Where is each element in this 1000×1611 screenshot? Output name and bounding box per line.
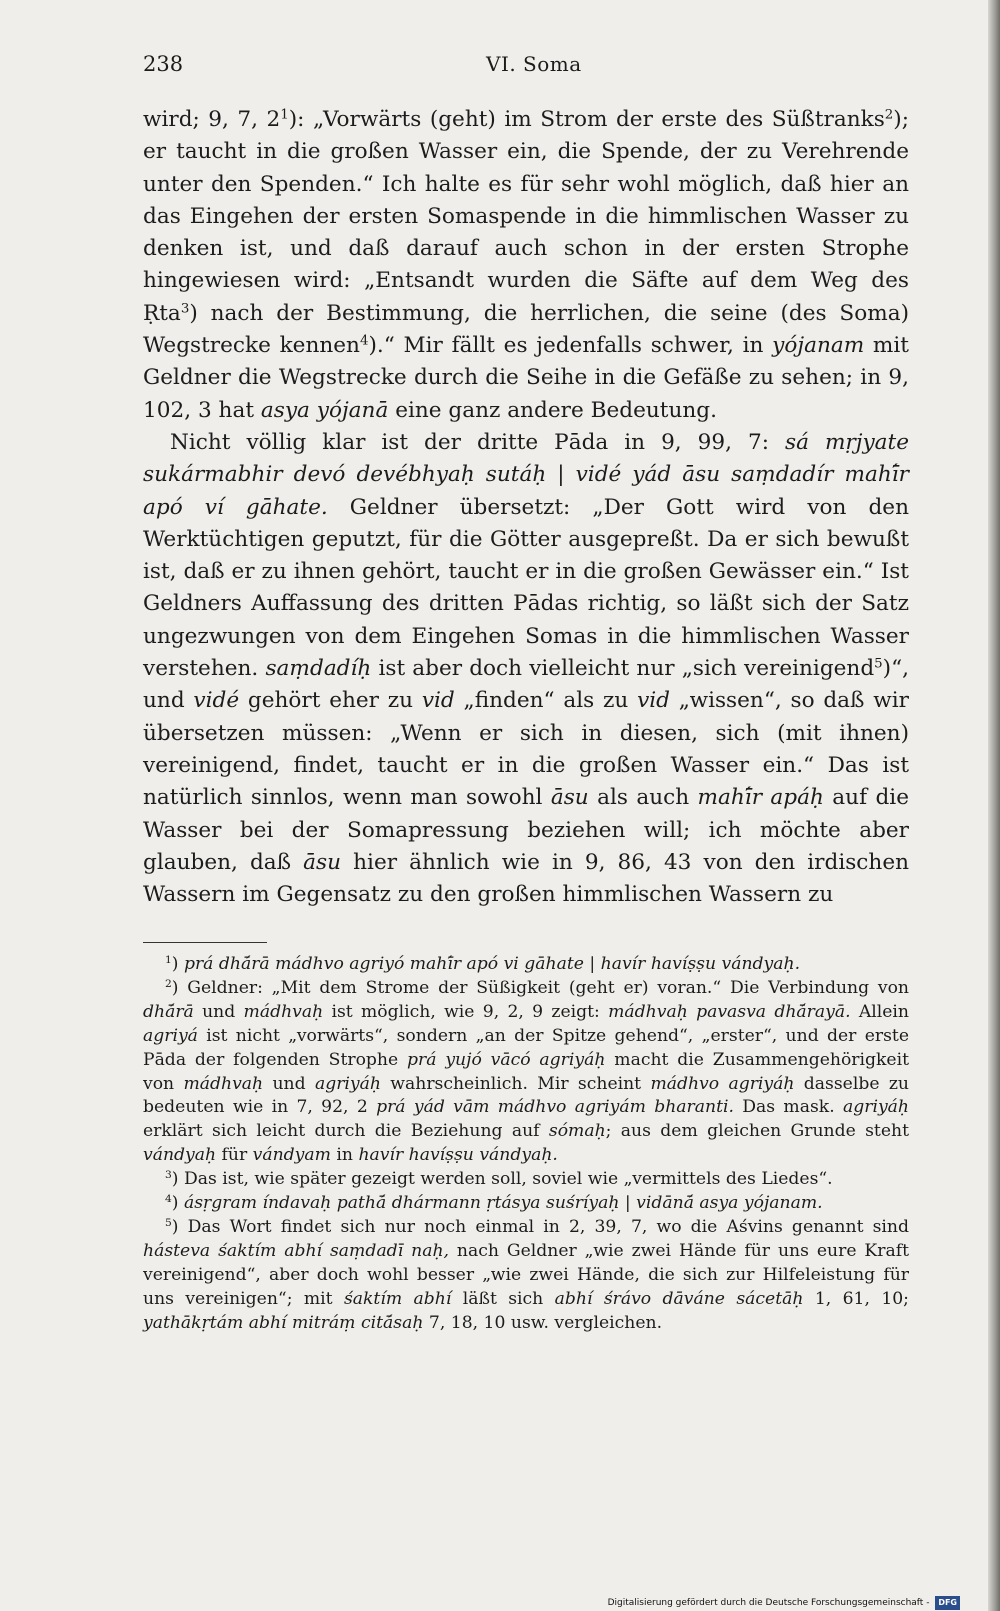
- text-run: macht die Zusammengehörigkeit von: [143, 1049, 909, 1094]
- footnote-2: [143, 977, 909, 1168]
- text-run: und: [193, 1001, 244, 1022]
- text-run: nach Geldner „wie zwei Hände für uns eure Kraft vereinigend“, aber doch wohl besser „wie zwei Hände, die sich zur Hilfeleistung für uns vereinigen“; mit: [143, 1240, 910, 1309]
- dfg-logo: DFG: [935, 1596, 960, 1610]
- italic-text: mahī́r apáḥ: [697, 785, 824, 811]
- text-run: für: [216, 1145, 253, 1166]
- text-run: erklärt sich leicht durch die Beziehung auf: [143, 1121, 549, 1142]
- body-paragraph-1: [143, 104, 909, 427]
- text-run: wird; 9, 7, 2: [143, 107, 281, 132]
- text-run: ) Geldner: „Mit dem Strome der Süßigkeit (geht er) voran.“ Die Verbindung von: [171, 977, 909, 998]
- text-run: ): [171, 954, 184, 974]
- italic-text: yathākṛtám abhí mitráṃ citā́saḥ: [143, 1312, 424, 1333]
- italic-text: ásṛgram índavaḥ pathā́ dhármann ṛtásya suśríyaḥ | vidānā́ asya yójanam.: [183, 1193, 823, 1214]
- text-run: hier ähnlich wie in 9, 86, 43 von den irdischen Wassern im Gegensatz zu den großen himmlischen Wassern zu: [143, 849, 909, 908]
- italic-text: āsu: [550, 785, 589, 811]
- footnote-marker: 4: [165, 1192, 172, 1206]
- text-run: ): [171, 1193, 184, 1214]
- italic-text: vidé: [193, 688, 240, 714]
- text-run: gehört eher zu: [239, 688, 422, 714]
- italic-text: āsu: [303, 849, 342, 875]
- text-run: als auch: [588, 785, 698, 811]
- footnote-marker: 3: [165, 1168, 172, 1182]
- footnotes: [143, 953, 909, 1336]
- text-run: Nicht völlig klar ist der dritte Pāda in 9, 99, 7:: [170, 429, 786, 455]
- italic-text: sómaḥ: [548, 1121, 606, 1142]
- italic-text: mádhvaḥ: [243, 1001, 324, 1022]
- text-run: „finden“ als zu: [454, 688, 638, 714]
- text-run: Geldner übersetzt: „Der Gott wird von den Werktüchtigen geputzt, für die Götter ausgepreßt. Da er sich bewußt ist, daß er zu ihnen gehört, taucht er in die großen Gewässer ein.“ Ist Geldners Auffassung des dritten Pādas richtig, so läßt sich der Satz ungezwungen von dem Eingehen Somas in die himmlischen Wasser verstehen.: [143, 494, 909, 682]
- footnote-marker: 1: [165, 953, 172, 967]
- italic-text: sá mṛjyate sukármabhir devó devébhyaḥ sutáḥ | vidé yád āsu saṃdadír mahī́r apó ví gāhate.: [143, 429, 910, 520]
- text-run: läßt sich: [451, 1288, 555, 1309]
- text-run: dasselbe zu bedeuten wie in 7, 92, 2: [143, 1073, 909, 1118]
- italic-text: śaktím abhí: [343, 1288, 452, 1309]
- italic-text: agriyáḥ: [843, 1097, 909, 1118]
- text-run: ) Das ist, wie später gezeigt werden soll, soviel wie „vermittels des Liedes“.: [171, 1169, 833, 1190]
- italic-text: vid: [637, 688, 670, 714]
- italic-text: abhí śrávo dāváne sácetāḥ: [554, 1288, 804, 1309]
- text-run: ) Das Wort findet sich nur noch einmal in 2, 39, 7, wo die Aśvins genannt sind: [171, 1216, 909, 1237]
- text-run: eine ganz andere Bedeutung.: [388, 397, 717, 423]
- text-run: ist nicht „vorwärts“, sondern „an der Spitze gehend“, „erster“, und der erste Pāda der folgenden Strophe: [143, 1025, 909, 1070]
- footnote-marker: 5: [165, 1216, 172, 1230]
- footnote-1: [143, 953, 909, 977]
- body-paragraph-2: [143, 427, 909, 911]
- italic-text: mádhvaḥ pavasva dhā́rayā.: [608, 1001, 851, 1022]
- text-run: ist aber doch vielleicht nur „sich vereinigend: [371, 656, 875, 682]
- text-run: ); er taucht in die großen Wasser ein, die Spende, der zu Verehrende unter den Spenden.“ Ich halte es für sehr wohl möglich, daß hier an das Eingehen der ersten Somaspende in die himmlischen Wasser zu denken ist, und daß darauf auch schon in der ersten Strophe hingewiesen wird: „Entsandt wurden die Säfte auf dem Weg des Ṛta: [143, 107, 909, 326]
- footnote-marker: 1: [280, 107, 289, 123]
- italic-text: asya yójanā: [260, 397, 389, 423]
- text-run: Das mask.: [733, 1097, 843, 1118]
- main-text: [143, 104, 909, 911]
- text-run: )“, und: [143, 656, 909, 714]
- footnote-4: [143, 1192, 909, 1216]
- text-run: und: [263, 1073, 315, 1094]
- italic-text: prá yujó vācó agriyáḥ: [407, 1049, 606, 1070]
- text-run: ): „Vorwärts (geht) im Strom der erste des Süßtranks: [288, 107, 885, 132]
- text-run: „wissen“, so daß wir übersetzen müssen: „Wenn er sich in diesen, sich (mit ihnen) vereinigend, findet, taucht er in die großen Wasser ein.“ Das ist natürlich sinnlos, wenn man sowohl: [143, 688, 909, 811]
- italic-text: hásteva śaktím abhí saṃdadī naḥ,: [143, 1240, 449, 1261]
- italic-text: vándyaḥ: [143, 1145, 217, 1166]
- footnote-5: [143, 1216, 909, 1336]
- italic-text: agriyá: [143, 1025, 198, 1046]
- footnote-marker: 5: [874, 656, 883, 672]
- text-run: 1, 61, 10;: [803, 1288, 909, 1309]
- italic-text: havír havíṣṣu vándyaḥ.: [358, 1145, 558, 1166]
- page-header: [143, 52, 903, 82]
- text-run: wahrscheinlich. Mir scheint: [380, 1073, 651, 1094]
- italic-text: prá yád vām mádhvo agriyám bharanti.: [376, 1097, 734, 1118]
- text-run: ist möglich, wie 9, 2, 9 zeigt:: [323, 1001, 609, 1022]
- page-edge-shadow: [988, 0, 1000, 1611]
- digitization-note: Digitalisierung gefördert durch die Deutsche Forschungsgemeinschaft -: [607, 1598, 930, 1608]
- text-run: in: [330, 1145, 359, 1166]
- footnote-marker: 3: [180, 301, 190, 317]
- text-run: auf die Wasser bei der Somapressung beziehen will; ich möchte aber glauben, daß: [143, 785, 909, 875]
- text-run: ) nach der Bestimmung, die herrlichen, die seine (des Soma) Wegstrecke kennen: [143, 300, 909, 359]
- digitization-footer: [608, 1595, 960, 1611]
- italic-text: saṃdadíḥ: [265, 656, 372, 682]
- text-run: Allein: [850, 1001, 909, 1022]
- italic-text: mádhvaḥ: [183, 1073, 264, 1094]
- italic-text: prá dhā́rā mádhvo agriyó mahī́r apó vi gāhate | havír havíṣṣu vándyaḥ.: [183, 954, 801, 974]
- italic-text: agriyáḥ: [314, 1073, 381, 1094]
- footnote-marker: 4: [359, 333, 369, 349]
- page-number: 238: [143, 52, 184, 76]
- italic-text: vid: [421, 688, 455, 714]
- text-run: ).“ Mir fällt es jedenfalls schwer, in: [368, 333, 773, 359]
- italic-text: dhā́rā: [143, 1001, 194, 1022]
- text-run: ; aus dem gleichen Grunde steht: [605, 1121, 909, 1142]
- footnote-separator: [143, 942, 267, 943]
- running-head: VI. Soma: [486, 52, 582, 76]
- footnote-3: [143, 1168, 909, 1192]
- footnote-marker: 2: [884, 107, 894, 123]
- italic-text: yójanam: [772, 333, 865, 359]
- italic-text: mádhvo agriyáḥ: [650, 1073, 795, 1094]
- italic-text: vándyam: [252, 1145, 331, 1166]
- footnote-marker: 2: [165, 977, 172, 991]
- text-run: mit Geldner die Wegstrecke durch die Seihe in die Gefäße zu sehen; in 9, 102, 3 hat: [143, 333, 909, 423]
- text-run: 7, 18, 10 usw. vergleichen.: [423, 1312, 663, 1333]
